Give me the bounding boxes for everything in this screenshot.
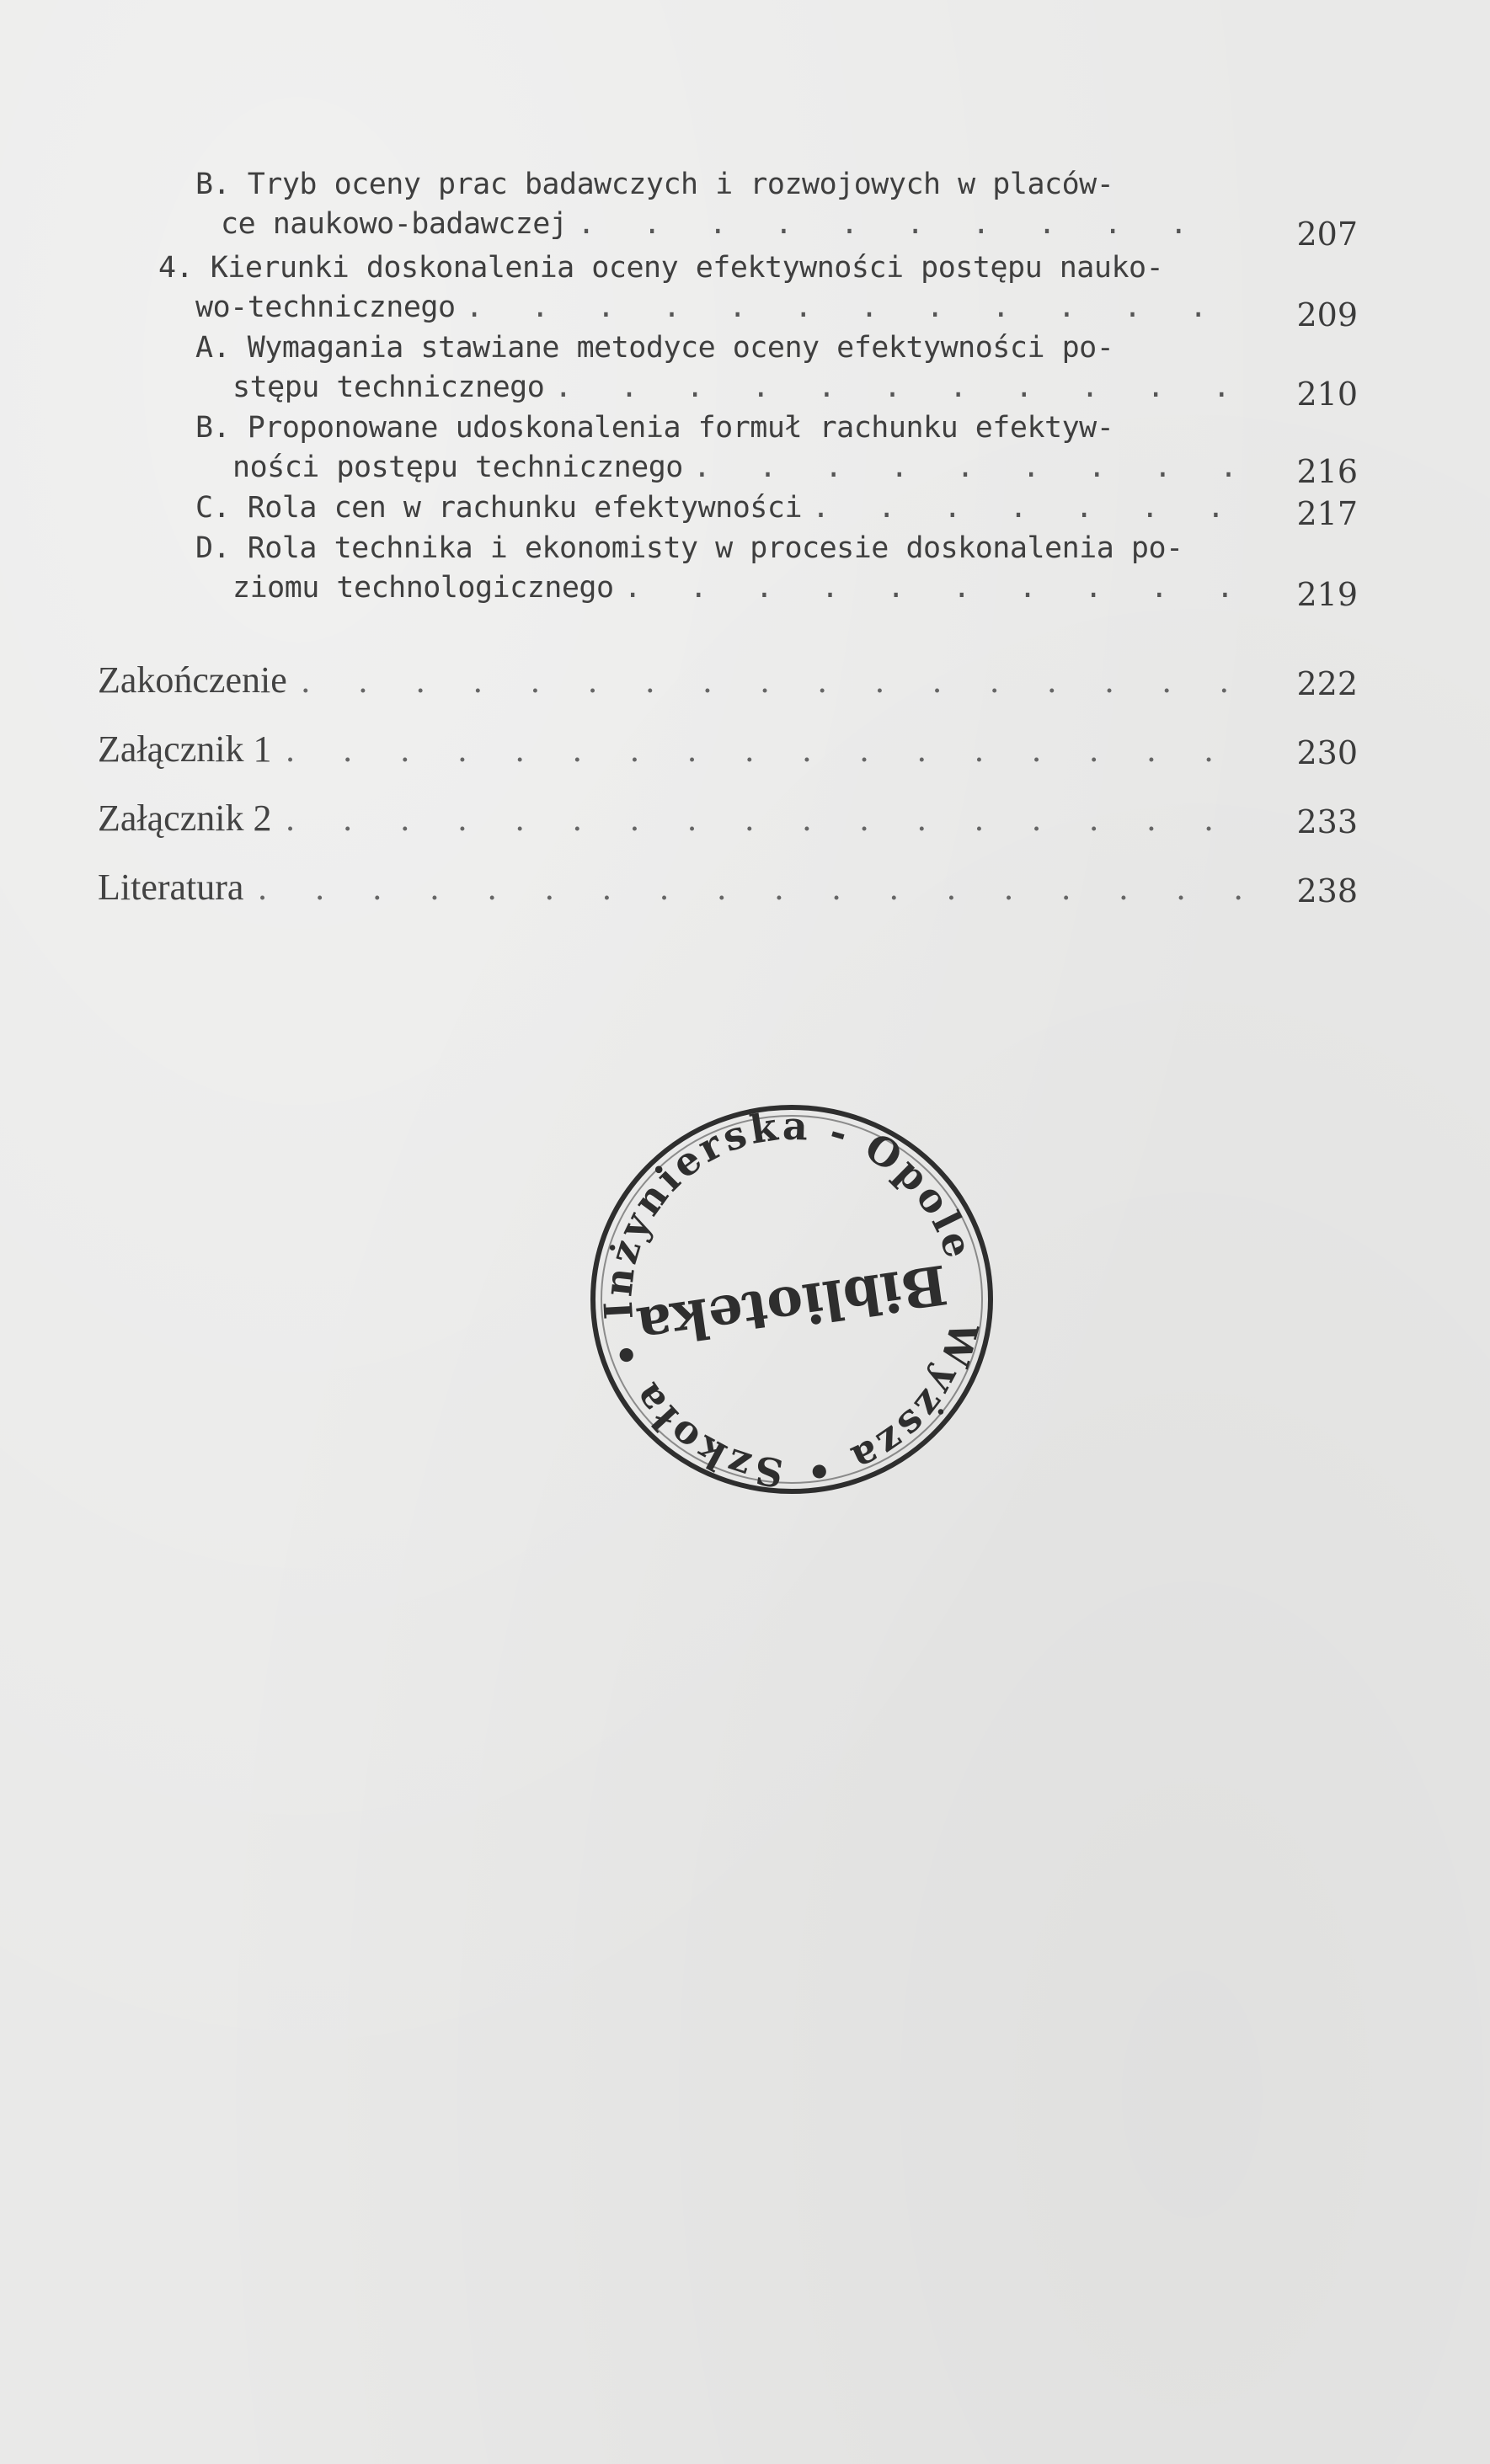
dot-leader <box>693 448 1240 488</box>
toc-page-number: 217 <box>1296 495 1358 532</box>
toc-entry-A-wymagania <box>195 328 1240 408</box>
toc-page-number: 216 <box>1296 453 1358 490</box>
toc-entry-D-rola-technika <box>195 529 1240 608</box>
toc-entry-line: 4. Kierunki doskonalenia oceny efektywności postępu nauko- <box>158 251 1164 285</box>
toc-entry-line: B. Proponowane udoskonalenia formuł rachunku efektyw- <box>195 411 1114 445</box>
toc-main-label: Zakończenie <box>98 659 287 701</box>
dot-leader <box>812 488 1240 528</box>
toc-entry-B-tryb-oceny <box>195 165 1240 244</box>
toc-entry-C-rola-cen <box>195 488 1240 528</box>
dot-leader <box>554 368 1240 408</box>
dot-leader <box>257 870 1243 907</box>
toc-entry-line: B. Tryb oceny prac badawczych i rozwojowych w placów- <box>195 168 1114 201</box>
toc-entry-line: wo-technicznego <box>195 291 456 324</box>
dot-leader <box>577 205 1240 244</box>
dot-leader <box>624 568 1240 608</box>
toc-entry-line: ziomu technologicznego <box>232 571 614 605</box>
toc-entry-line: stępu technicznego <box>232 371 545 404</box>
toc-page-number: 238 <box>1296 872 1358 909</box>
stamp-graphic <box>581 1093 1002 1506</box>
toc-entry-B-proponowane <box>195 408 1240 488</box>
dot-leader <box>466 288 1245 328</box>
dot-leader <box>285 732 1243 769</box>
dot-leader <box>301 663 1243 700</box>
toc-entry-line: ności postępu technicznego <box>232 451 683 484</box>
toc-main-entry-zalacznik-1 <box>98 728 1243 771</box>
toc-entry-line: D. Rola technika i ekonomisty w procesie doskonalenia po- <box>195 531 1183 565</box>
toc-page-number: 219 <box>1296 576 1358 613</box>
toc-entry-4-kierunki <box>158 248 1245 328</box>
toc-entry-line: C. Rola cen w rachunku efektywności <box>195 491 803 525</box>
toc-page-number: 222 <box>1296 665 1358 702</box>
toc-page-number: 207 <box>1296 216 1358 253</box>
toc-main-entry-zakonczenie <box>98 659 1243 701</box>
toc-entry-line: A. Wymagania stawiane metodyce oceny efektywności po- <box>195 331 1114 365</box>
svg-text:Wyższa • Szkoła • Inżynierska: Wyższa • Szkoła • Inżynierska - Opole <box>595 1102 987 1496</box>
toc-page-number: 233 <box>1296 803 1358 840</box>
toc-main-label: Literatura <box>98 867 244 908</box>
toc-entry-line: ce naukowo-badawczej <box>221 207 568 241</box>
toc-main-label: Załącznik 2 <box>98 797 272 839</box>
toc-main-label: Załącznik 1 <box>98 728 272 770</box>
toc-main-entry-zalacznik-2 <box>98 797 1243 840</box>
dot-leader <box>285 801 1243 838</box>
library-stamp <box>581 1093 1002 1506</box>
toc-page-number: 210 <box>1296 376 1358 413</box>
toc-main-entry-literatura <box>98 866 1243 909</box>
toc-page-number: 209 <box>1296 296 1358 333</box>
svg-text:Biblioteka: Biblioteka <box>633 1251 951 1358</box>
toc-page-number: 230 <box>1296 734 1358 771</box>
